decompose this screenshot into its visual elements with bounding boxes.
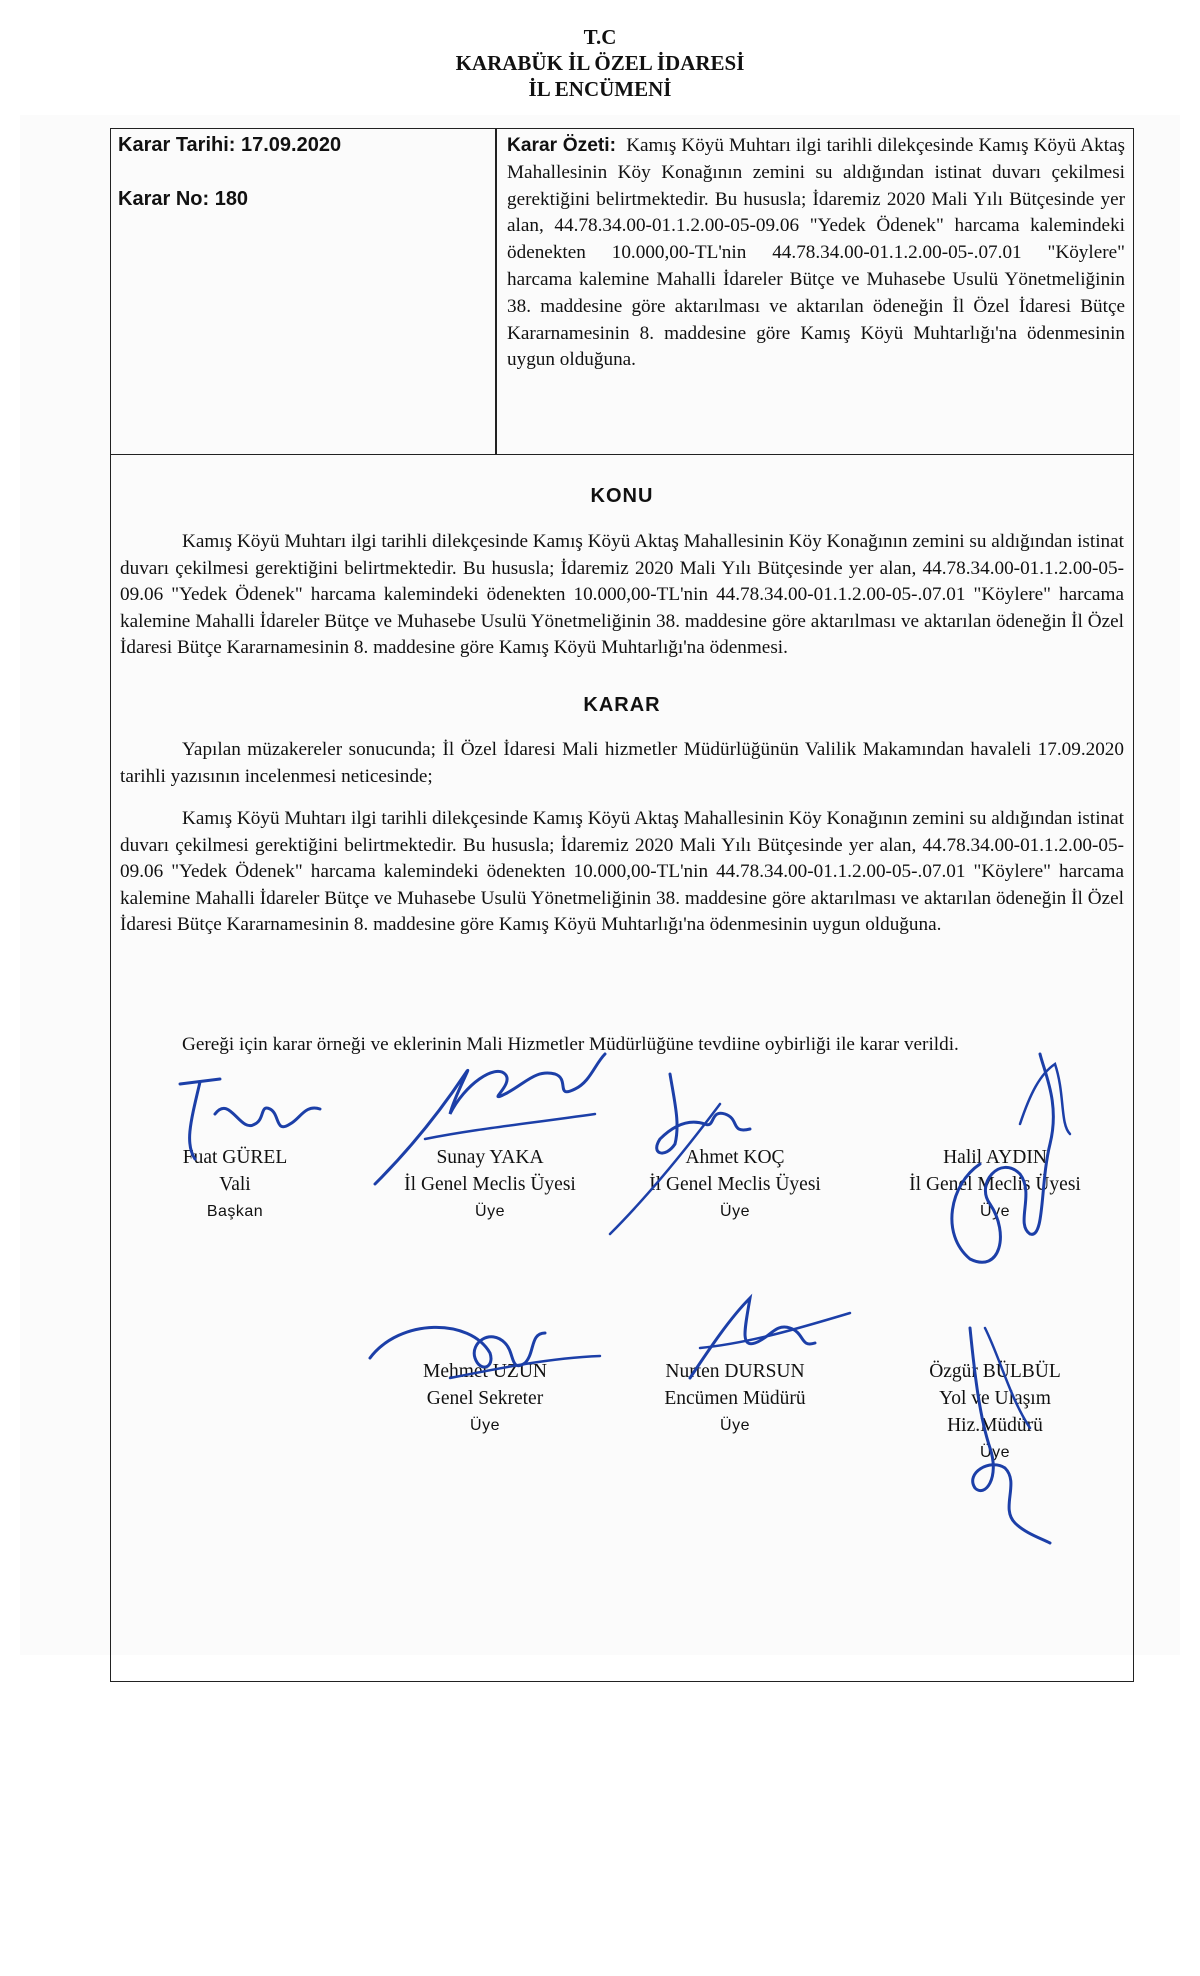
signatory-role: Üye bbox=[980, 1444, 1010, 1461]
signatory-title: Vali bbox=[219, 1174, 251, 1195]
summary-label: Karar Özeti: bbox=[507, 135, 617, 156]
signatory-name: Mehmet UZUN bbox=[422, 1361, 548, 1382]
karar-paragraph-2: Kamış Köyü Muhtarı ilgi tarihli dilekçesinde Kamış Köyü Aktaş Mahallesinin Köy Konağının zemini su aldığından istinat duvarı çekilmesi gerektiğini belirtmektedir. Bu hususla; İdaremiz 2020 Mali Yılı Bütçesinde yer alan, 44.78.34.00-01.1.2.00-05-09.06 "Yedek Ödenek" harcama kalemindeki ödenekten 10.000,00-TL'nin 44.78.34.00-01.1.2.00-05-.07.01 "Köylere" harcama kalemine Mahalli İdareler Bütçe ve Muhasebe Usulü Yönetmeliğinin 38. maddesine göre aktarılması ve aktarılan ödeneğin İl Özel İdaresi Bütçe Kararnamesinin 8. maddesine göre Kamış Köyü Muhtarlığı'na ödenmesinin uygun olduğuna. bbox=[120, 808, 1124, 935]
karar-paragraph-1: Yapılan müzakereler sonucunda; İl Özel İdaresi Mali hizmetler Müdürlüğünün Valilik Makamından havaleli 17.09.2020 tarihli yazısının incelenmesi neticesinde; bbox=[120, 739, 1124, 787]
signatory-baskan bbox=[160, 1144, 310, 1225]
signatory-member-1 bbox=[375, 1144, 605, 1225]
konu-paragraph: Kamış Köyü Muhtarı ilgi tarihli dilekçesinde Kamış Köyü Aktaş Mahallesinin Köy Konağının zemini su aldığından istinat duvarı çekilmesi gerektiğini belirtmektedir. Bu hususla; İdaremiz 2020 Mali Yılı Bütçesinde yer alan, 44.78.34.00-01.1.2.00-05-09.06 "Yedek Ödenek" harcama kalemindeki ödenekten 10.000,00-TL'nin 44.78.34.00-01.1.2.00-05-.07.01 "Köylere" harcama kalemine Mahalli İdareler Bütçe ve Muhasebe Usulü Yönetmeliğinin 38. maddesine göre aktarılması ve aktarılan ödeneğin İl Özel İdaresi Bütçe Kararnamesinin 8. maddesine göre Kamış Köyü Muhtarlığı'na ödenmesi. bbox=[120, 531, 1124, 658]
signatory-role: Başkan bbox=[206, 1203, 264, 1220]
header-tc: T.C bbox=[583, 25, 617, 49]
signatory-title: İl Genel Meclis Üyesi bbox=[909, 1174, 1081, 1195]
header-council: İL ENCÜMENİ bbox=[528, 77, 672, 101]
decision-info-table bbox=[110, 128, 1134, 455]
signatory-member-2 bbox=[620, 1144, 850, 1225]
signatory-name: Özgür BÜLBÜL bbox=[929, 1361, 1061, 1382]
signatory-title-2: Hiz.Müdürü bbox=[947, 1415, 1043, 1436]
konu-heading: KONU bbox=[590, 485, 654, 507]
karar-paragraph-3: Gereği için karar örneği ve eklerinin Mali Hizmetler Müdürlüğüne tevdiine oybirliği ile karar verildi. bbox=[182, 1034, 959, 1055]
decision-number: Karar No: 180 bbox=[118, 188, 249, 210]
summary-text: Kamış Köyü Muhtarı ilgi tarihli dilekçesinde Kamış Köyü Aktaş Mahallesinin Köy Konağının zemini su aldığından istinat duvarı çekilmesi gerektiğini belirtmektedir. Bu hususla; İdaremiz 2020 Mali Yılı Bütçesinde yer alan, 44.78.34.00-01.1.2.00-05-09.06 "Yedek Ödenek" harcama kalemindeki ödenekten 10.000,00-TL'nin 44.78.34.00-01.1.2.00-05-.07.01 "Köylere" harcama kalemine Mahalli İdareler Bütçe ve Muhasebe Usulü Yönetmeliğinin 38. maddesine göre aktarılması ve aktarılan ödeneğin İl Özel İdaresi Bütçe Kararnamesinin 8. maddesine göre Kamış Köyü Muhtarlığı'na ödenmesinin uygun olduğuna. bbox=[507, 135, 1126, 371]
karar-heading: KARAR bbox=[583, 694, 661, 716]
signatory-road-director bbox=[880, 1358, 1110, 1466]
signatory-role: Üye bbox=[720, 1417, 750, 1434]
signatory-title: İl Genel Meclis Üyesi bbox=[649, 1174, 821, 1195]
table-divider bbox=[495, 129, 497, 454]
signatory-role: Üye bbox=[980, 1203, 1010, 1220]
signatory-role: Üye bbox=[475, 1203, 505, 1220]
signatory-council-director bbox=[620, 1358, 850, 1439]
signatory-name: Fuat GÜREL bbox=[182, 1147, 288, 1168]
signatory-name: Nurten DURSUN bbox=[665, 1361, 805, 1382]
signatory-title: Genel Sekreter bbox=[426, 1388, 544, 1409]
signatory-title: Encümen Müdürü bbox=[664, 1388, 806, 1409]
signatory-name: Sunay YAKA bbox=[436, 1147, 544, 1168]
header-institution: KARABÜK İL ÖZEL İDARESİ bbox=[455, 51, 745, 75]
signatory-title: İl Genel Meclis Üyesi bbox=[404, 1174, 576, 1195]
signatory-title: Yol ve Ulaşım bbox=[939, 1388, 1051, 1409]
signatory-secretary bbox=[370, 1358, 600, 1439]
signatory-role: Üye bbox=[470, 1417, 500, 1434]
decision-summary bbox=[507, 133, 1125, 374]
decision-date: Karar Tarihi: 17.09.2020 bbox=[118, 134, 342, 156]
signatory-name: Halil AYDIN bbox=[943, 1147, 1047, 1168]
signatory-role: Üye bbox=[720, 1203, 750, 1220]
signatory-name: Ahmet KOÇ bbox=[685, 1147, 785, 1168]
signatory-member-3 bbox=[880, 1144, 1110, 1225]
